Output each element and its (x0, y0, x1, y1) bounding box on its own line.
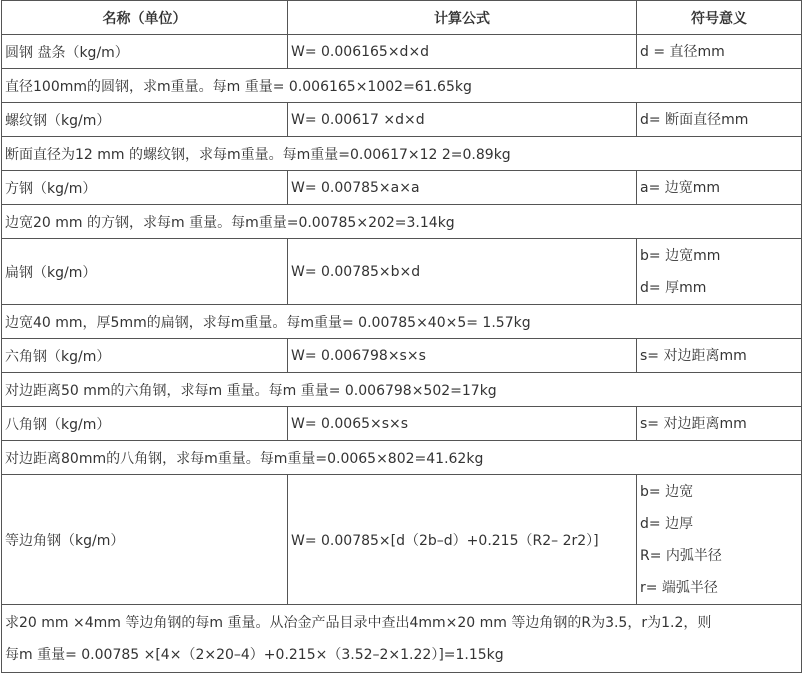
formula-cell: W= 0.00785×[d（2b–d）+0.215（R2– 2r2）] (288, 475, 637, 605)
example-row (2, 373, 802, 407)
meaning-line: d= 厚mm (640, 279, 707, 296)
name-cell: 八角钢（kg/m） (2, 407, 288, 441)
example-row (2, 605, 802, 673)
example-row (2, 305, 802, 339)
name-cell: 螺纹钢（kg/m） (2, 103, 288, 137)
meaning-line: d= 断面直径mm (640, 111, 749, 128)
table-row (2, 35, 802, 69)
example-cell: 直径100mm的圆钢，求m重量。每m 重量= 0.006165×1002=61.65kg (2, 69, 802, 103)
table-row (2, 103, 802, 137)
meaning-cell (637, 339, 802, 373)
example-cell (2, 605, 802, 673)
table-row (2, 239, 802, 305)
steel-weight-table (1, 0, 802, 673)
meaning-cell (637, 407, 802, 441)
table-row (2, 407, 802, 441)
meaning-line: b= 边宽 (640, 483, 694, 500)
header-name: 名称（单位） (2, 1, 288, 35)
header-formula: 计算公式 (288, 1, 637, 35)
table-row (2, 339, 802, 373)
meaning-line: d = 直径mm (640, 43, 725, 60)
meaning-cell (637, 171, 802, 205)
example-cell: 对边距离80mm的八角钢，求每m重量。每m重量=0.0065×802=41.62kg (2, 441, 802, 475)
name-cell: 六角钢（kg/m） (2, 339, 288, 373)
name-cell: 圆钢 盘条（kg/m） (2, 35, 288, 69)
table-row (2, 171, 802, 205)
meaning-line: a= 边宽mm (640, 179, 721, 196)
example-row (2, 137, 802, 171)
example-cell: 对边距离50 mm的六角钢，求每m 重量。每m 重量= 0.006798×502=17kg (2, 373, 802, 407)
meaning-cell (637, 35, 802, 69)
example-cell: 断面直径为12 mm 的螺纹钢，求每m重量。每m重量=0.00617×12 2=0.89kg (2, 137, 802, 171)
formula-cell: W= 0.0065×s×s (288, 407, 637, 441)
meaning-cell (637, 103, 802, 137)
example-row (2, 205, 802, 239)
formula-cell: W= 0.006165×d×d (288, 35, 637, 69)
name-cell: 等边角钢（kg/m） (2, 475, 288, 605)
example-line: 每m 重量= 0.00785 ×[4×（2×20–4）+0.215×（3.52–2×1.22）]=1.15kg (5, 646, 504, 663)
meaning-line: b= 边宽mm (640, 247, 721, 264)
meaning-line: R= 内弧半径 (640, 547, 722, 564)
meaning-cell (637, 475, 802, 605)
example-row (2, 69, 802, 103)
header-meaning: 符号意义 (637, 1, 802, 35)
example-cell: 边宽40 mm，厚5mm的扁钢，求每m重量。每m重量= 0.00785×40×5= 1.57kg (2, 305, 802, 339)
meaning-line: s= 对边距离mm (640, 347, 747, 364)
meaning-line: d= 边厚 (640, 515, 694, 532)
example-line: 求20 mm ×4mm 等边角钢的每m 重量。从冶金产品目录中查出4mm×20 mm 等边角钢的R为3.5，r为1.2，则 (5, 614, 712, 631)
example-row (2, 441, 802, 475)
table-row (2, 475, 802, 605)
table-header-row (2, 1, 802, 35)
meaning-cell (637, 239, 802, 305)
example-cell: 边宽20 mm 的方钢，求每m 重量。每m重量=0.00785×202=3.14kg (2, 205, 802, 239)
meaning-line: s= 对边距离mm (640, 415, 747, 432)
name-cell: 扁钢（kg/m） (2, 239, 288, 305)
formula-cell: W= 0.00785×b×d (288, 239, 637, 305)
meaning-line: r= 端弧半径 (640, 579, 718, 596)
formula-cell: W= 0.00617 ×d×d (288, 103, 637, 137)
formula-cell: W= 0.006798×s×s (288, 339, 637, 373)
name-cell: 方钢（kg/m） (2, 171, 288, 205)
formula-cell: W= 0.00785×a×a (288, 171, 637, 205)
